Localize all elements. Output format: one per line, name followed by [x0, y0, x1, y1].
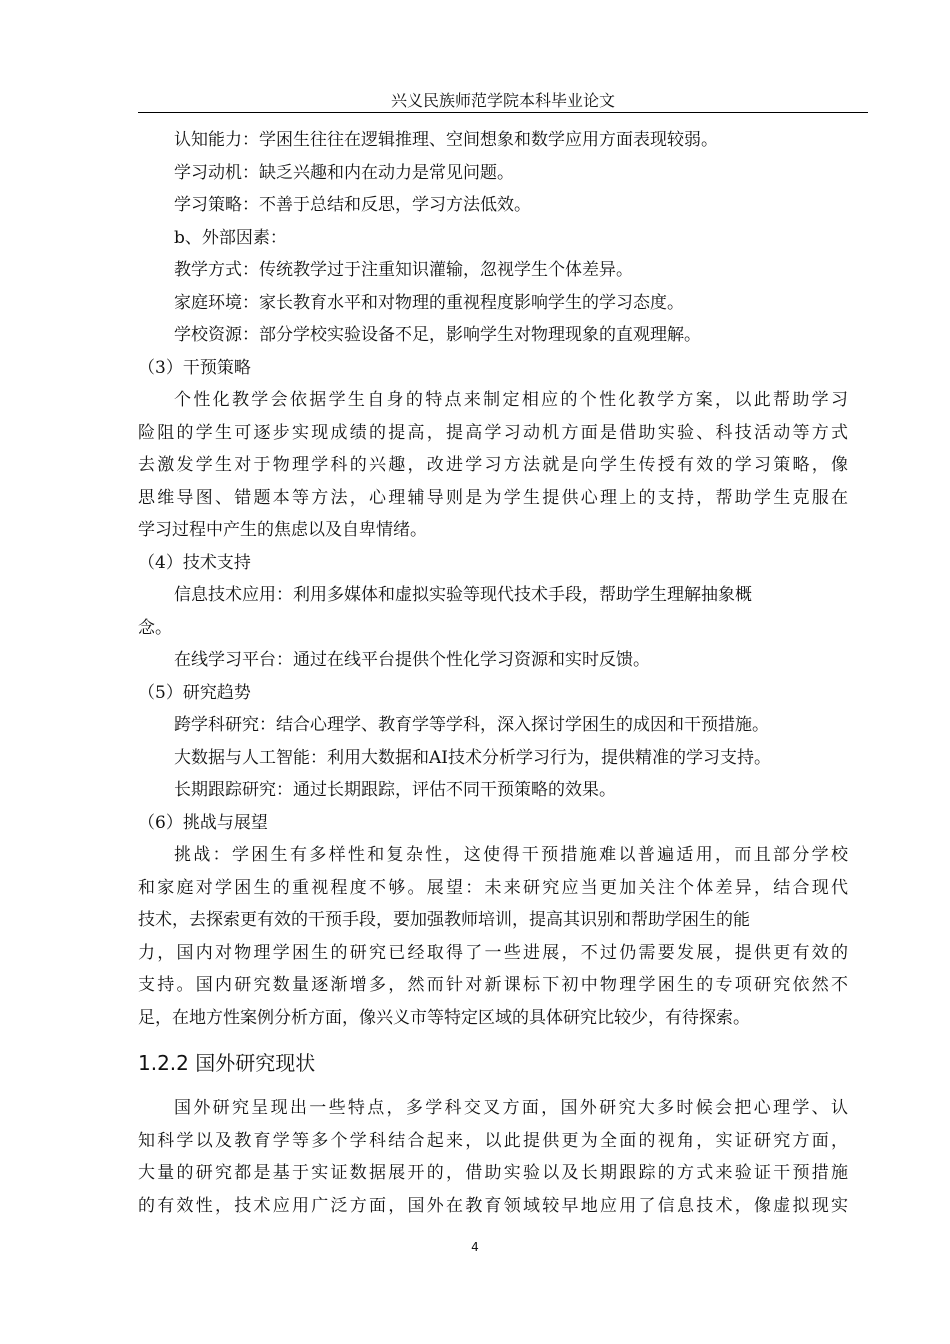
- text-line: 支持。国内研究数量逐渐增多，然而针对新课标下初中物理学困生的专项研究依然不: [138, 975, 848, 995]
- page-number: 4: [471, 1240, 479, 1254]
- text-line: （4）技术支持: [138, 552, 251, 573]
- text-line: 跨学科研究：结合心理学、教育学等学科，深入探讨学困生的成因和干预措施。: [174, 715, 769, 735]
- text-line: 足，在地方性案例分析方面，像兴义市等特定区域的具体研究比较少，有待探索。: [138, 1007, 750, 1028]
- text-line: 在线学习平台：通过在线平台提供个性化学习资源和实时反馈。: [174, 650, 650, 670]
- text-line: 教学方式：传统教学过于注重知识灌输，忽视学生个体差异。: [174, 260, 633, 280]
- text-line: 和家庭对学困生的重视程度不够。展望：未来研究应当更加关注个体差异，结合现代: [138, 877, 848, 898]
- text-line: 思维导图、错题本等方法，心理辅导则是为学生提供心理上的支持，帮助学生克服在: [138, 487, 848, 508]
- text-line: （6）挑战与展望: [138, 812, 268, 833]
- text-line: 去激发学生对于物理学科的兴趣，改进学习方法就是向学生传授有效的学习策略，像: [138, 455, 848, 475]
- text-line: 力，国内对物理学困生的研究已经取得了一些进展，不过仍需要发展，提供更有效的: [138, 942, 848, 963]
- text-line: （5）研究趋势: [138, 682, 251, 703]
- text-line: 大数据与人工智能：利用大数据和AI技术分析学习行为，提供精准的学习支持。: [174, 747, 771, 768]
- section-heading: 1.2.2 国外研究现状: [138, 1051, 316, 1075]
- text-line: 知科学以及教育学等多个学科结合起来，以此提供更为全面的视角，实证研究方面，: [138, 1130, 848, 1151]
- text-line: 国外研究呈现出一些特点，多学科交叉方面，国外研究大多时候会把心理学、认: [174, 1098, 848, 1118]
- text-line: 念。: [138, 617, 172, 638]
- text-line: 个性化教学会依据学生自身的特点来制定相应的个性化教学方案，以此帮助学习: [174, 390, 848, 410]
- text-line: 信息技术应用：利用多媒体和虚拟实验等现代技术手段，帮助学生理解抽象概: [174, 585, 752, 605]
- text-line: 大量的研究都是基于实证数据展开的，借助实验以及长期跟踪的方式来验证干预措施: [138, 1163, 848, 1183]
- text-line: 的有效性，技术应用广泛方面，国外在教育领域较早地应用了信息技术，像虚拟现实: [138, 1195, 848, 1216]
- text-line: （3）干预策略: [138, 357, 251, 378]
- text-line: 学校资源：部分学校实验设备不足，影响学生对物理现象的直观理解。: [174, 325, 701, 345]
- text-line: 家庭环境：家长教育水平和对物理的重视程度影响学生的学习态度。: [174, 292, 684, 313]
- header-rule: [138, 112, 868, 113]
- text-line: 技术，去探索更有效的干预手段，要加强教师培训，提高其识别和帮助学困生的能: [138, 910, 750, 930]
- text-line: 长期跟踪研究：通过长期跟踪，评估不同干预策略的效果。: [174, 780, 616, 800]
- text-line: 学习策略：不善于总结和反思，学习方法低效。: [174, 195, 531, 215]
- paragraph-block-foreign: [138, 1092, 848, 1222]
- text-line: 学习动机：缺乏兴趣和内在动力是常见问题。: [174, 162, 514, 183]
- paragraph-block-domestic: [138, 124, 848, 1034]
- text-line: 挑战：学困生有多样性和复杂性，这使得干预措施难以普遍适用，而且部分学校: [174, 845, 848, 865]
- text-line: 险阻的学生可逐步实现成绩的提高，提高学习动机方面是借助实验、科技活动等方式: [138, 422, 848, 443]
- text-line: 认知能力：学困生往往在逻辑推理、空间想象和数学应用方面表现较弱。: [174, 130, 718, 150]
- text-line: b、外部因素：: [174, 227, 287, 248]
- body-content: [138, 124, 848, 1222]
- page-header: 兴义民族师范学院本科毕业论文: [390, 91, 615, 110]
- text-line: 学习过程中产生的焦虑以及自卑情绪。: [138, 520, 427, 540]
